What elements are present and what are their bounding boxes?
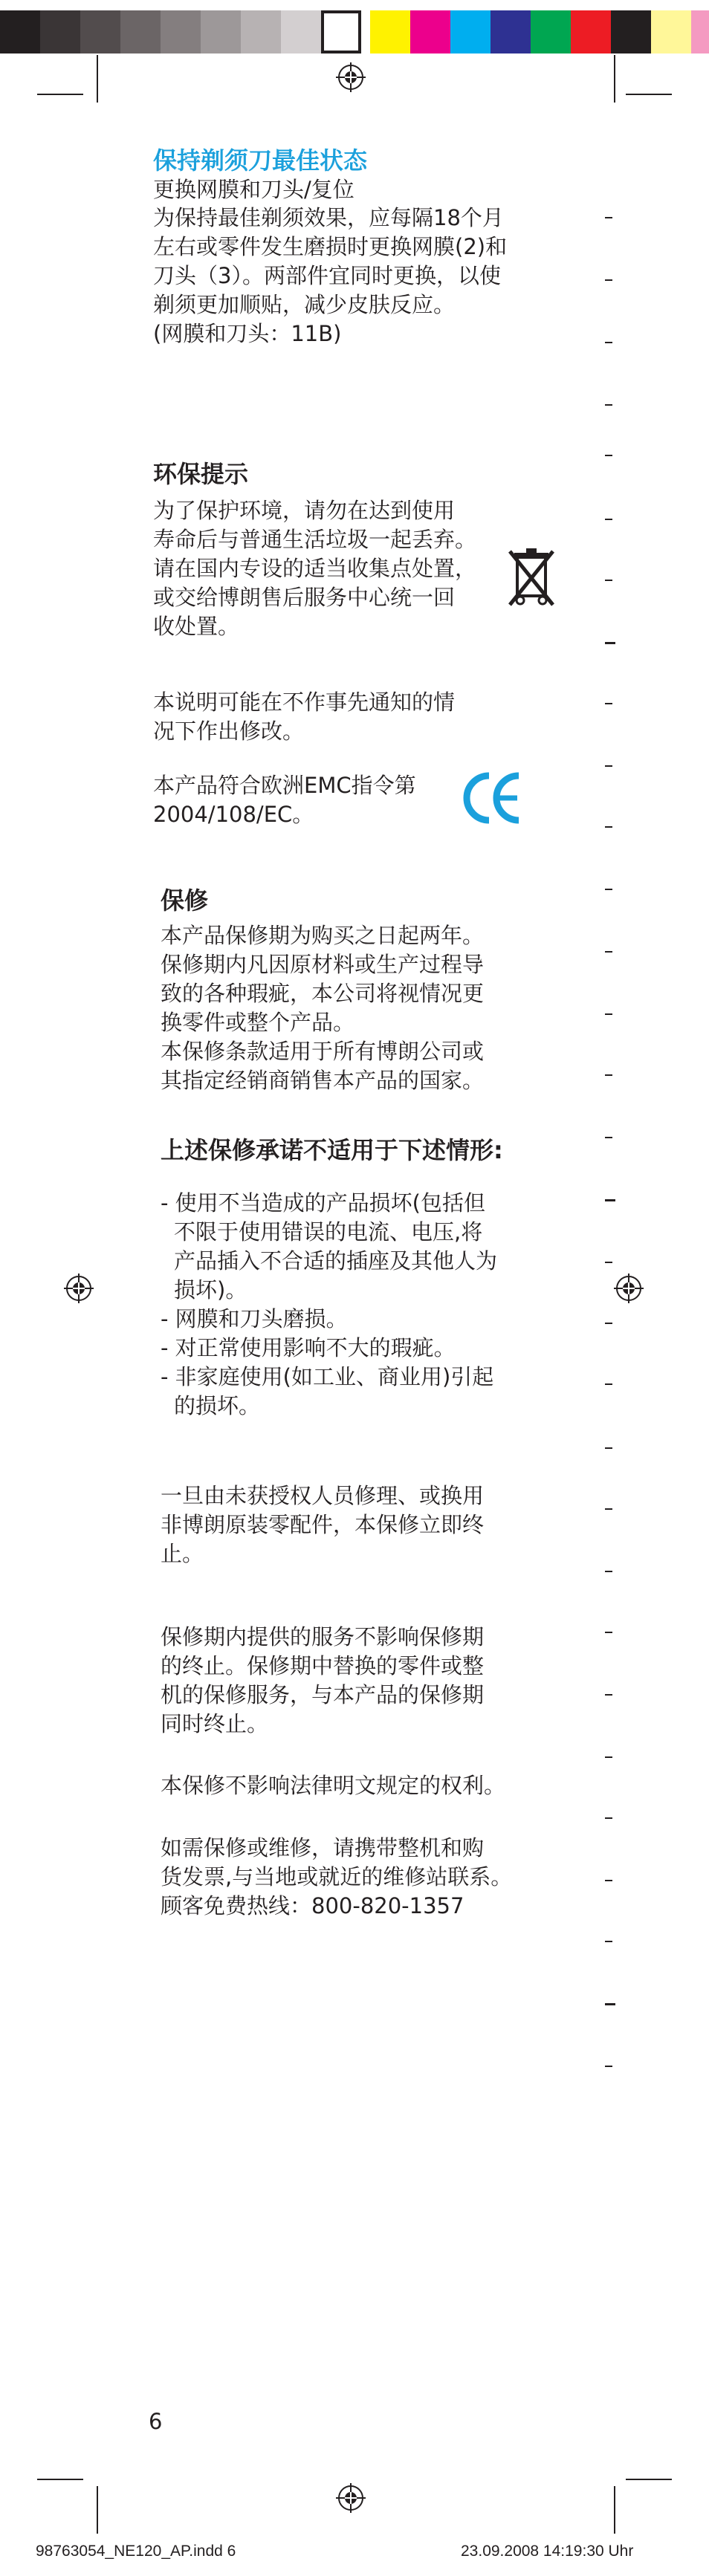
color-swatch bbox=[651, 10, 691, 53]
margin-tick bbox=[605, 455, 612, 456]
list-item: - 使用不当造成的产品损坏(包括但 不限于使用错误的电流、电压,将 产品插入不合适的插座及其他人为 损坏)。 bbox=[161, 1190, 498, 1302]
margin-tick bbox=[605, 1756, 612, 1758]
margin-tick bbox=[605, 1571, 612, 1572]
margin-tick bbox=[605, 1632, 612, 1633]
color-swatch bbox=[410, 10, 450, 53]
margin-tick bbox=[605, 1323, 612, 1324]
registration-mark-icon bbox=[614, 1274, 644, 1303]
contact-info: 如需保修或维修，请携带整机和购 货发票,与当地或就近的维修站联系。 顾客免费热线：800-820-1357 bbox=[161, 1835, 513, 1918]
shaver-care-subheading: 更换网膜和刀头/复位 bbox=[153, 177, 354, 202]
page-number: 6 bbox=[149, 2409, 163, 2434]
margin-tick bbox=[605, 519, 612, 520]
color-swatch bbox=[321, 10, 361, 53]
unauthorized-repair-notice: 一旦由未获授权人员修理、或换用 非博朗原装零配件，本保修立即终 止。 bbox=[161, 1483, 485, 1566]
shaver-care-body: 为保持最佳剃须效果，应每隔18个月 左右或零件发生磨损时更换网膜(2)和 刀头（3）。两部件宜同时更换，以使 剃须更加顺贴，减少皮肤反应。 (网膜和刀头：11B) bbox=[153, 205, 508, 346]
margin-tick bbox=[605, 642, 615, 644]
margin-tick bbox=[605, 279, 612, 281]
margin-tick bbox=[605, 826, 612, 828]
margin-tick bbox=[605, 889, 612, 890]
list-item: - 网膜和刀头磨损。 bbox=[161, 1306, 348, 1331]
margin-tick bbox=[605, 580, 612, 581]
crop-mark bbox=[626, 94, 672, 95]
environment-body: 为了保护环境，请勿在达到使用 寿命后与普通生活垃圾一起丢弃。 请在国内专设的适当收集点处置， 或交给博朗售后服务中心统一回 收处置。 bbox=[153, 498, 477, 639]
crop-mark bbox=[37, 2479, 83, 2480]
environment-heading: 环保提示 bbox=[153, 460, 249, 488]
margin-tick bbox=[605, 342, 612, 343]
legal-rights-notice: 本保修不影响法律明文规定的权利。 bbox=[161, 1773, 506, 1798]
margin-tick bbox=[605, 1880, 612, 1881]
color-swatch bbox=[241, 10, 281, 53]
registration-mark-icon bbox=[64, 1274, 94, 1303]
change-notice: 本说明可能在不作事先通知的情 况下作出修改。 bbox=[153, 690, 456, 744]
color-calibration-bar bbox=[0, 10, 709, 53]
emc-compliance: 本产品符合欧洲EMC指令第 2004/108/EC。 bbox=[153, 773, 416, 827]
margin-tick bbox=[605, 404, 612, 406]
margin-tick bbox=[605, 1508, 612, 1510]
color-swatch bbox=[40, 10, 80, 53]
color-swatch bbox=[201, 10, 241, 53]
list-item: - 非家庭使用(如工业、商业用)引起 的损坏。 bbox=[161, 1364, 494, 1418]
margin-tick bbox=[605, 1383, 612, 1385]
crop-mark bbox=[614, 55, 615, 103]
margin-tick bbox=[605, 1013, 612, 1015]
crop-mark bbox=[614, 2486, 615, 2534]
list-item: - 对正常使用影响不大的瑕疵。 bbox=[161, 1335, 456, 1360]
margin-tick bbox=[605, 1199, 615, 1201]
registration-mark-icon bbox=[336, 2483, 366, 2513]
crop-mark bbox=[97, 55, 98, 103]
crop-mark bbox=[97, 2486, 98, 2534]
margin-tick bbox=[605, 765, 612, 767]
margin-tick bbox=[605, 1137, 612, 1138]
margin-tick bbox=[605, 1074, 612, 1076]
crop-mark bbox=[37, 94, 83, 95]
margin-tick bbox=[605, 1262, 612, 1263]
footer-datetime: 23.09.2008 14:19:30 Uhr bbox=[461, 2543, 634, 2560]
crossed-out-wheelie-bin-icon bbox=[508, 547, 554, 608]
color-swatch bbox=[531, 10, 571, 53]
margin-tick bbox=[605, 1694, 612, 1696]
color-swatch bbox=[161, 10, 201, 53]
margin-tick bbox=[605, 1817, 612, 1819]
color-swatch bbox=[691, 10, 709, 53]
footer-filename: 98763054_NE120_AP.indd 6 bbox=[36, 2543, 236, 2560]
color-swatch bbox=[80, 10, 120, 53]
color-swatch bbox=[0, 10, 40, 53]
exclusions-heading: 上述保修承诺不适用于下述情形: bbox=[161, 1136, 503, 1164]
margin-tick bbox=[605, 1447, 612, 1449]
margin-tick bbox=[605, 951, 612, 953]
margin-tick bbox=[605, 1941, 612, 1942]
margin-tick bbox=[605, 217, 612, 218]
registration-mark-icon bbox=[336, 62, 366, 92]
margin-tick bbox=[605, 2003, 615, 2005]
color-swatch bbox=[281, 10, 321, 53]
color-swatch bbox=[370, 10, 410, 53]
margin-tick bbox=[605, 703, 612, 704]
exclusions-list bbox=[161, 1189, 577, 1421]
crop-mark bbox=[626, 2479, 672, 2480]
service-period-notice: 保修期内提供的服务不影响保修期 的终止。保修期中替换的零件或整 机的保修服务，与本产品的保修期 同时终止。 bbox=[161, 1624, 485, 1736]
ce-mark-icon bbox=[462, 770, 522, 826]
warranty-heading: 保修 bbox=[161, 886, 209, 915]
color-swatch bbox=[491, 10, 531, 53]
shaver-care-heading: 保持剃须刀最佳状态 bbox=[153, 146, 368, 175]
color-swatch bbox=[120, 10, 161, 53]
color-swatch bbox=[450, 10, 491, 53]
margin-tick bbox=[605, 2066, 612, 2067]
warranty-body: 本产品保修期为购买之日起两年。 保修期内凡因原材料或生产过程导 致的各种瑕疵，本公司将视情况更 换零件或整个产品。 本保修条款适用于所有博朗公司或 其指定经销商销售本产品的国家。 bbox=[161, 923, 485, 1093]
color-swatch bbox=[611, 10, 651, 53]
color-swatch bbox=[571, 10, 611, 53]
